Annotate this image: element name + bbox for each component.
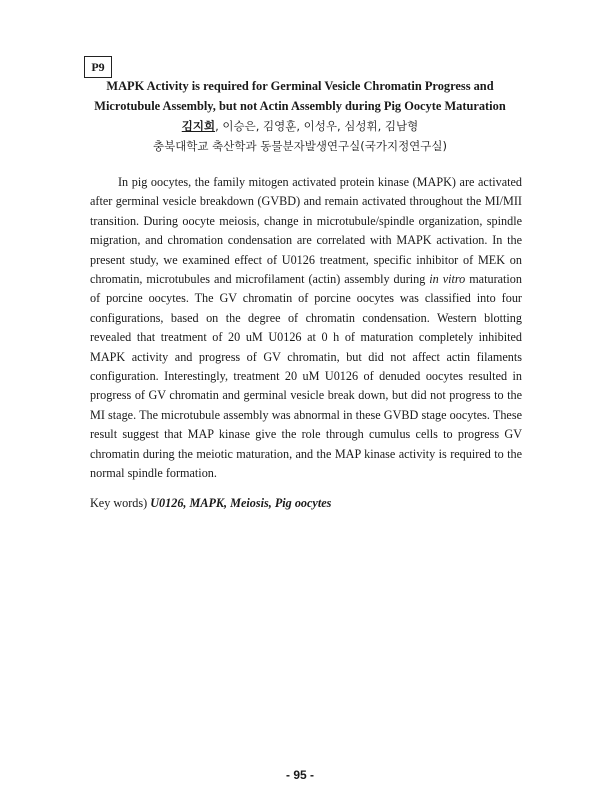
keywords — [90, 494, 331, 513]
page-number: - 95 - — [285, 768, 314, 782]
abstract-body — [90, 173, 522, 484]
keywords-label: Key words) — [90, 496, 151, 510]
title-line-2: Microtubule Assembly, but not Actin Assembly during Pig Oocyte Maturation — [94, 99, 506, 113]
abstract-italic-term: in vitro — [429, 272, 466, 287]
abstract-text-part-2: maturation of porcine oocytes. The GV chromatin of porcine oocytes was classified into four configurations, based on the degree of chromatin condensation. Western blotting revealed that treatment of 20 uM U0126 at 0 h of maturation completely inhibited MAPK activity and progress of GV chromatin, but did not affect actin filaments configuration. Interestingly, treatment 20 uM U0126 of denuded oocytes resulted in progress of GV chromatin and germinal vesicle break down, but did not progress to the MI stage. The microtubule assembly was abnormal in these GVBD stage oocytes. These result suggest that MAP kinase give the role through cumulus cells to progress GV chromatin during the meiotic maturation, and the MAP kinase activity is required to the normal spindle formation. — [90, 272, 522, 481]
presenting-author: 김지희 — [181, 119, 216, 133]
title-line-1: MAPK Activity is required for Germinal Vesicle Chromatin Progress and — [106, 79, 494, 93]
poster-label: P9 — [84, 56, 112, 78]
affiliation: 충북대학교 축산학과 동물분자발생연구실(국가지정연구실) — [152, 139, 447, 153]
abstract-text-part-1: In pig oocytes, the family mitogen activated protein kinase (MAPK) are activated after germinal vesicle breakdown (GVBD) and remain activated throughout the MI/MII transition. During oocyte meiosis, change in microtubule/spindle organization, spindle migration, and chromation condensation are correlated with MAPK activation. In the present study, we examined effect of U0126 treatment, specific inhibitor of MEK on chromatin, microtubules and microfilament (actin) assembly during — [90, 175, 522, 287]
co-authors: , 이승은, 김영훈, 이성우, 심성휘, 김남형 — [215, 119, 419, 133]
keywords-terms: U0126, MAPK, Meiosis, Pig oocytes — [150, 496, 332, 510]
header-block — [80, 76, 520, 156]
author-list — [80, 116, 520, 136]
